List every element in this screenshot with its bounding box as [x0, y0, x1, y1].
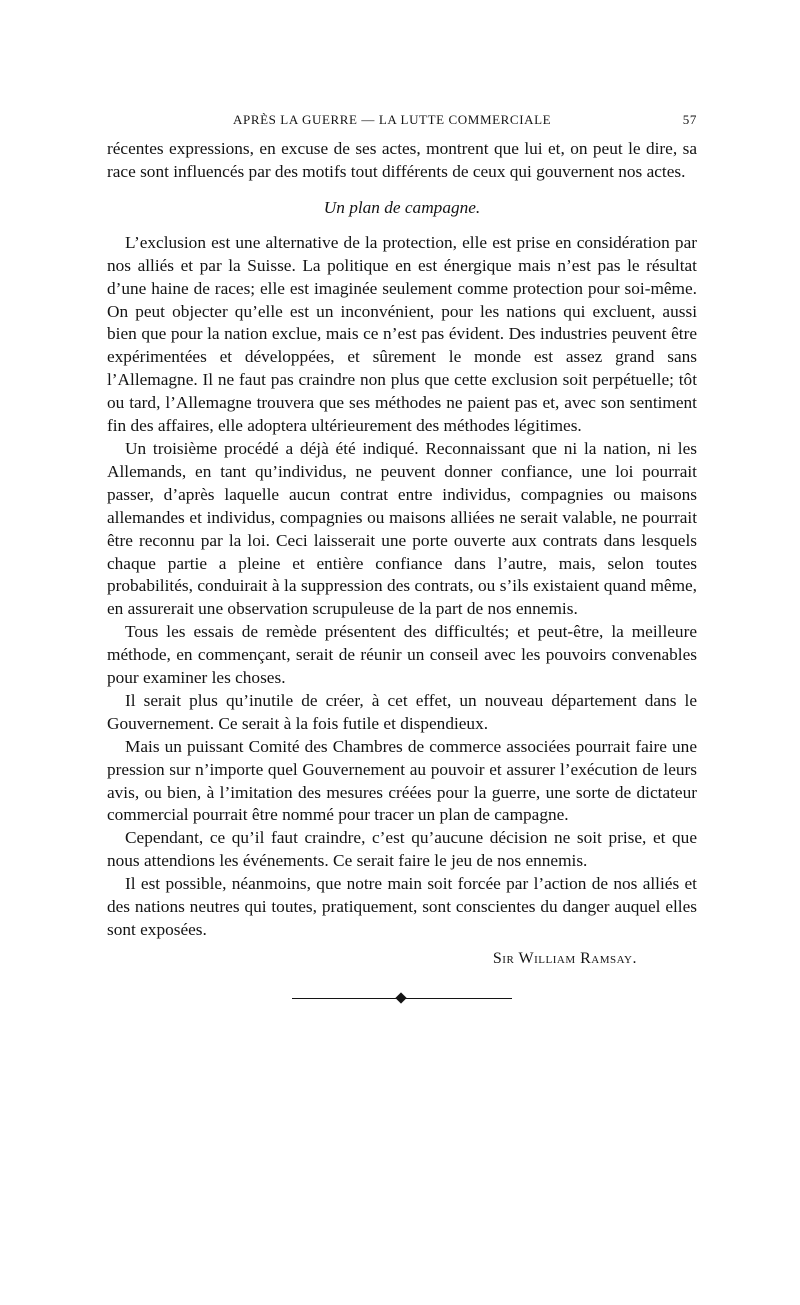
- section-title: Un plan de campagne.: [323, 197, 481, 217]
- paragraph: L’exclusion est une alternative de la protection, elle est prise en considération par nos alliés et par la Suisse. La politique en est énergique mais n’est pas le résultat d’une haine de races; elle est imaginée seulement comme protection pour soi-même. On peut objecter qu’elle est un inconvénient, pour les nations qui excluent, aussi bien que pour la nation exclue, mais ce n’est pas évident. Des industries peuvent être expérimentées et développées, et sûrement le monde est assez grand sans l’Allemagne. Il ne faut pas craindre non plus que cette exclusion soit perpétuelle; tôt ou tard, l’Allemagne trouvera que ses méthodes ne paient pas et, avec son sentiment fin des affaires, elle adoptera ultérieurement des méthodes légitimes.: [107, 232, 697, 436]
- paragraph: Un troisième procédé a déjà été indiqué. Reconnaissant que ni la nation, ni les Allemands, en tant qu’individus, ne peuvent donner confiance, une loi pourrait passer, d’après laquelle aucun contrat entre individus, compagnies ou maisons allemandes et individus, compagnies ou maisons alliées ne serait valable, ne pourrait être reconnu par la loi. Ceci laisserait une porte ouverte aux contrats dans lesquels chaque partie a pleine et entière confiance dans l’autre, mais, selon toutes probabilités, conduirait à la suppression des contrats, ou s’ils existaient quand même, en assurerait une observation scrupuleuse de la part de nos ennemis.: [107, 438, 697, 619]
- running-title: APRÈS LA GUERRE — LA LUTTE COMMERCIALE: [233, 112, 552, 127]
- paragraph: Il est possible, néanmoins, que notre main soit forcée par l’action de nos alliés et des nations neutres qui toutes, pratiquement, sont conscientes du danger auquel elles sont exposées.: [107, 874, 697, 939]
- diamond-ornament-icon: [395, 992, 406, 1003]
- paragraph: Il serait plus qu’inutile de créer, à cet effet, un nouveau département dans le Gouvernement. Ce serait à la fois futile et dispendieux.: [107, 690, 697, 733]
- book-page: [107, 112, 697, 1005]
- body-text: [107, 138, 697, 971]
- paragraph: Mais un puissant Comité des Chambres de commerce associées pourrait faire une pression sur n’importe quel Gouvernement au pouvoir et assurer l’exécution de leurs avis, ou bien, à l’imitation des mesures créées pour la guerre, une sorte de dictateur commercial pourrait être nommé pour tracer un plan de campagne.: [107, 736, 697, 825]
- end-ornament-rule: [292, 993, 512, 1005]
- signature: Sir William Ramsay.: [492, 949, 637, 967]
- running-head: [107, 112, 697, 138]
- paragraph: Tous les essais de remède présentent des difficultés; et peut-être, la meilleure méthode, en commençant, serait de réunir un conseil avec les pouvoirs convenables pour examiner les choses.: [107, 622, 697, 688]
- paragraph: Cependant, ce qu’il faut craindre, c’est qu’aucune décision ne soit prise, et que nous attendions les événements. Ce serait faire le jeu de nos ennemis.: [107, 828, 697, 871]
- continuation-paragraph: récentes expressions, en excuse de ses actes, montrent que lui et, on peut le dire, sa race sont influencés par des motifs tout différents de ceux qui gouvernent nos actes.: [107, 139, 697, 181]
- page-number: 57: [682, 112, 697, 127]
